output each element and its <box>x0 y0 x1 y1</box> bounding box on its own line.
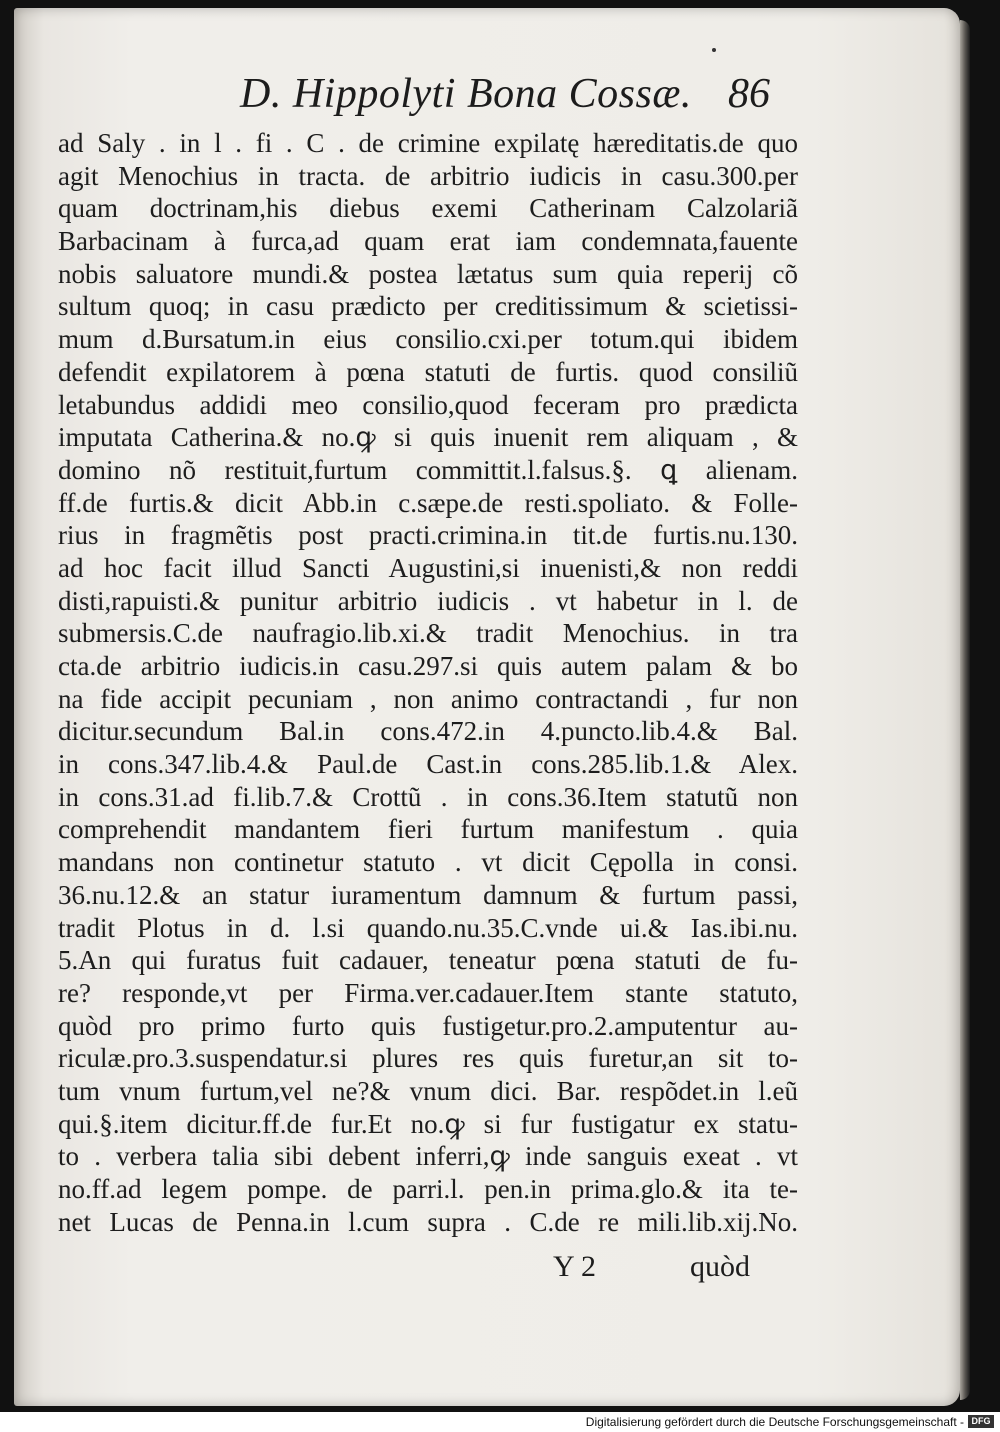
text-line: in cons.31.ad fi.lib.7.& Crottũ . in cons.36.Item statutũ non <box>58 781 798 812</box>
text-line: letabundus addidi meo consilio,quod feceram pro prædicta <box>58 389 798 420</box>
signature-mark: Y 2 <box>553 1250 597 1283</box>
text-line: to . verbera talia sibi debent inferri,ꝙ inde sanguis exeat . vt <box>58 1141 798 1172</box>
text-line: ad Saly . in l . fi . C . de crimine expilatę hæreditatis.de quo <box>58 128 798 158</box>
digitization-footer <box>0 1412 1000 1432</box>
text-line: quam doctrinam,his diebus exemi Catherinam Calzolariã <box>58 193 798 224</box>
text-line: disti,rapuisti.& punitur arbitrio iudicis . vt habetur in l. de <box>58 585 798 616</box>
text-line: net Lucas de Penna.in l.cum supra . C.de re mili.lib.xij.No. <box>58 1206 798 1237</box>
text-line: nobis saluatore mundi.& postea lætatus sum quia reperij cõ <box>58 258 798 289</box>
running-title: D. Hippolyti Bona Cossæ. <box>240 71 692 117</box>
body-text <box>58 127 798 1238</box>
running-header <box>240 70 800 120</box>
text-line: in cons.347.lib.4.& Paul.de Cast.in cons.285.lib.1.& Alex. <box>58 749 798 780</box>
text-line: 5.An qui furatus fuit cadauer, teneatur pœna statuti de fu- <box>58 945 798 976</box>
dfg-logo: DFG <box>968 1415 994 1428</box>
catchword: quòd <box>690 1250 750 1283</box>
text-line: sultum quoq; in casu prædicto per creditissimum & scietissi- <box>58 291 798 322</box>
text-line: defendit expilatorem à pœna statuti de furtis. quod consiliũ <box>58 356 798 387</box>
text-line: no.ff.ad legem pompe. de parri.l. pen.in prima.glo.& ita te- <box>58 1174 798 1204</box>
folio-number: 86 <box>728 71 770 117</box>
text-line: ad hoc facit illud Sancti Augustini,si inuenisti,& non reddi <box>58 552 798 583</box>
text-line: ff.de furtis.& dicit Abb.in c.sæpe.de resti.spoliato. & Folle- <box>58 487 798 518</box>
text-line: Barbacinam à furca,ad quam erat iam condemnata,fauente <box>58 226 798 257</box>
text-line: cta.de arbitrio iudicis.in casu.297.si quis autem palam & bo <box>58 651 798 681</box>
text-line: tum vnum furtum,vel ne?& vnum dici. Bar. respõdet.in l.eũ <box>58 1075 798 1106</box>
text-line: domino nõ restituit,furtum committit.l.falsus.§. ꝗ alienam. <box>58 454 798 485</box>
text-line: mandans non continetur statuto . vt dicit Cępolla in consi. <box>58 847 798 878</box>
text-line: 36.nu.12.& an statur iuramentum damnum & furtum passi, <box>58 879 798 910</box>
text-line: riculæ.pro.3.suspendatur.si plures res quis furetur,an sit to- <box>58 1043 798 1074</box>
text-line: imputata Catherina.& no.ꝙ si quis inuenit rem aliquam , & <box>58 422 798 453</box>
text-line: re? responde,vt per Firma.ver.cadauer.Item stante statuto, <box>58 977 798 1008</box>
text-line: na fide accipit pecuniam , non animo contractandi , fur non <box>58 683 798 714</box>
page-edge <box>960 20 970 1400</box>
ink-speck <box>712 48 716 52</box>
text-line: rius in fragmẽtis post practi.crimina.in tit.de furtis.nu.130. <box>58 520 798 551</box>
funding-credit: Digitalisierung gefördert durch die Deutsche Forschungsgemeinschaft - <box>585 1415 964 1429</box>
text-line: comprehendit mandantem fieri furtum manifestum . quia <box>58 814 798 845</box>
text-line: dicitur.secundum Bal.in cons.472.in 4.puncto.lib.4.& Bal. <box>58 716 798 747</box>
text-line: tradit Plotus in d. l.si quando.nu.35.C.vnde ui.& Ias.ibi.nu. <box>58 912 798 943</box>
text-line: quòd pro primo furto quis fustigetur.pro.2.amputentur au- <box>58 1010 798 1041</box>
text-line: agit Menochius in tracta. de arbitrio iudicis in casu.300.per <box>58 160 798 191</box>
text-line: mum d.Bursatum.in eius consilio.cxi.per totum.qui ibidem <box>58 324 798 355</box>
text-line: qui.§.item dicitur.ff.de fur.Et no.ꝙ si fur fustigatur ex statu- <box>58 1108 798 1139</box>
text-line: submersis.C.de naufragio.lib.xi.& tradit Menochius. in tra <box>58 618 798 649</box>
